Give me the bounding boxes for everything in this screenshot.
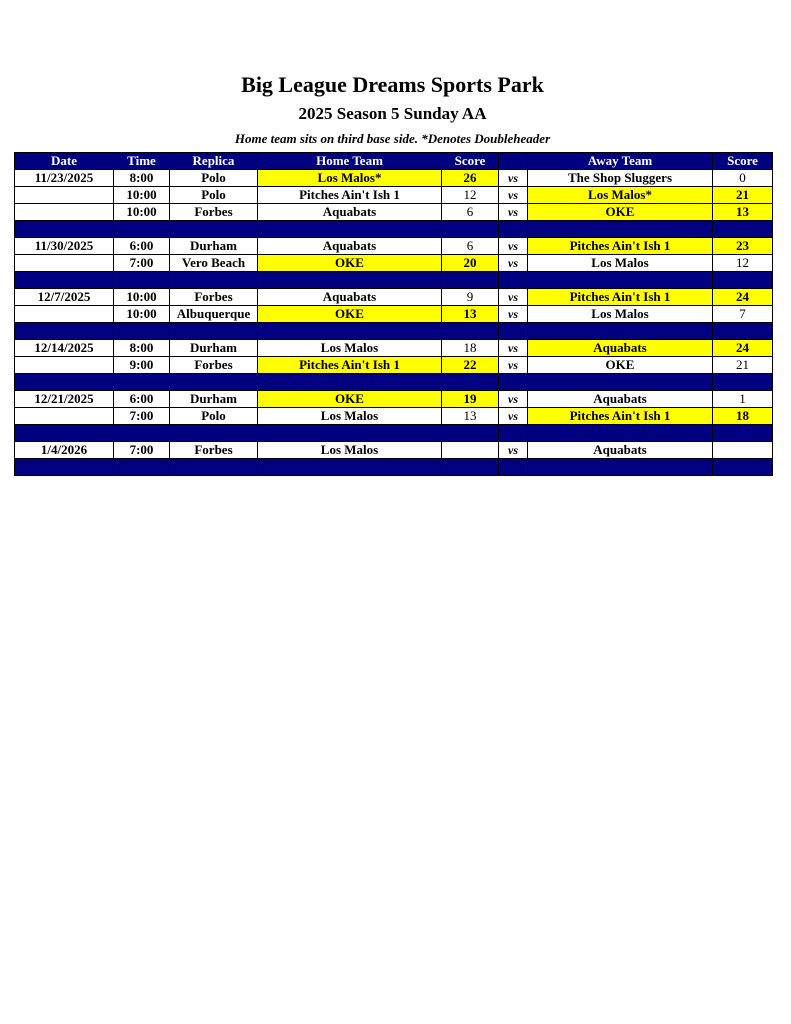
separator-cell <box>170 221 258 238</box>
separator-cell <box>499 425 528 442</box>
separator-cell <box>170 323 258 340</box>
replica-cell: Forbes <box>170 204 258 221</box>
header-row <box>15 153 773 170</box>
away-score-cell: 12 <box>713 255 773 272</box>
week-separator <box>15 459 773 476</box>
away-team-cell: Los Malos <box>528 306 713 323</box>
replica-cell: Durham <box>170 238 258 255</box>
separator-cell <box>442 272 499 289</box>
separator-cell <box>528 323 713 340</box>
col-home-team-header: Home Team <box>258 153 442 170</box>
vs-cell: vs <box>499 340 528 357</box>
separator-cell <box>15 459 114 476</box>
replica-cell: Forbes <box>170 442 258 459</box>
replica-cell: Durham <box>170 340 258 357</box>
home-score-cell: 19 <box>442 391 499 408</box>
home-team-cell: OKE <box>258 391 442 408</box>
time-cell: 7:00 <box>114 442 170 459</box>
game-row <box>15 340 773 357</box>
away-score-cell: 21 <box>713 187 773 204</box>
col-vs-header <box>499 153 528 170</box>
vs-cell: vs <box>499 408 528 425</box>
col-away-team-header: Away Team <box>528 153 713 170</box>
home-team-cell: Los Malos* <box>258 170 442 187</box>
home-team-cell: Pitches Ain't Ish 1 <box>258 187 442 204</box>
separator-cell <box>499 323 528 340</box>
home-team-cell: OKE <box>258 255 442 272</box>
home-team-cell: OKE <box>258 306 442 323</box>
page-subtitle: 2025 Season 5 Sunday AA <box>298 104 487 123</box>
time-cell: 9:00 <box>114 357 170 374</box>
game-row <box>15 289 773 306</box>
away-team-cell: OKE <box>528 357 713 374</box>
col-time-header: Time <box>114 153 170 170</box>
separator-cell <box>528 374 713 391</box>
game-row <box>15 357 773 374</box>
week-separator <box>15 374 773 391</box>
separator-cell <box>713 459 773 476</box>
vs-cell: vs <box>499 289 528 306</box>
time-cell: 10:00 <box>114 289 170 306</box>
separator-cell <box>713 425 773 442</box>
replica-cell: Forbes <box>170 289 258 306</box>
schedule-note: Home team sits on third base side. *Denotes Doubleheader <box>234 131 551 146</box>
date-cell: 12/14/2025 <box>15 340 114 357</box>
separator-cell <box>258 459 442 476</box>
home-score-cell: 22 <box>442 357 499 374</box>
separator-cell <box>713 374 773 391</box>
separator-cell <box>114 272 170 289</box>
date-cell <box>15 187 114 204</box>
replica-cell: Polo <box>170 187 258 204</box>
separator-cell <box>258 272 442 289</box>
vs-cell: vs <box>499 442 528 459</box>
vs-cell: vs <box>499 238 528 255</box>
away-team-cell: Pitches Ain't Ish 1 <box>528 408 713 425</box>
home-score-cell: 13 <box>442 408 499 425</box>
separator-cell <box>713 221 773 238</box>
date-cell: 12/7/2025 <box>15 289 114 306</box>
home-team-cell: Los Malos <box>258 408 442 425</box>
away-team-cell: Los Malos <box>528 255 713 272</box>
replica-cell: Vero Beach <box>170 255 258 272</box>
home-score-cell: 13 <box>442 306 499 323</box>
separator-cell <box>170 272 258 289</box>
away-team-cell: Aquabats <box>528 391 713 408</box>
separator-cell <box>442 374 499 391</box>
week-separator <box>15 323 773 340</box>
home-score-cell: 20 <box>442 255 499 272</box>
home-score-cell: 6 <box>442 238 499 255</box>
separator-cell <box>15 425 114 442</box>
time-cell: 10:00 <box>114 187 170 204</box>
away-team-cell: Pitches Ain't Ish 1 <box>528 289 713 306</box>
separator-cell <box>15 221 114 238</box>
vs-cell: vs <box>499 187 528 204</box>
week-separator <box>15 221 773 238</box>
date-cell: 12/21/2025 <box>15 391 114 408</box>
separator-cell <box>170 459 258 476</box>
separator-cell <box>499 459 528 476</box>
away-score-cell: 24 <box>713 340 773 357</box>
game-row <box>15 408 773 425</box>
home-team-cell: Aquabats <box>258 204 442 221</box>
time-cell: 7:00 <box>114 255 170 272</box>
game-row <box>15 187 773 204</box>
vs-cell: vs <box>499 204 528 221</box>
separator-cell <box>15 272 114 289</box>
separator-cell <box>114 425 170 442</box>
col-date-header: Date <box>15 153 114 170</box>
date-cell <box>15 255 114 272</box>
home-score-cell: 6 <box>442 204 499 221</box>
home-team-cell: Pitches Ain't Ish 1 <box>258 357 442 374</box>
game-row <box>15 170 773 187</box>
away-team-cell: Aquabats <box>528 340 713 357</box>
separator-cell <box>258 425 442 442</box>
separator-cell <box>114 374 170 391</box>
away-score-cell <box>713 442 773 459</box>
away-team-cell: Pitches Ain't Ish 1 <box>528 238 713 255</box>
separator-cell <box>114 221 170 238</box>
col-home-score-header: Score <box>442 153 499 170</box>
home-score-cell: 18 <box>442 340 499 357</box>
time-cell: 6:00 <box>114 238 170 255</box>
replica-cell: Polo <box>170 408 258 425</box>
week-separator <box>15 272 773 289</box>
separator-cell <box>442 425 499 442</box>
away-score-cell: 7 <box>713 306 773 323</box>
vs-cell: vs <box>499 357 528 374</box>
separator-cell <box>528 272 713 289</box>
col-away-score-header: Score <box>713 153 773 170</box>
separator-cell <box>713 272 773 289</box>
vs-cell: vs <box>499 306 528 323</box>
home-team-cell: Aquabats <box>258 289 442 306</box>
time-cell: 7:00 <box>114 408 170 425</box>
home-score-cell <box>442 442 499 459</box>
separator-cell <box>15 323 114 340</box>
game-row <box>15 238 773 255</box>
date-cell: 11/23/2025 <box>15 170 114 187</box>
time-cell: 10:00 <box>114 204 170 221</box>
date-cell <box>15 306 114 323</box>
separator-cell <box>170 374 258 391</box>
separator-cell <box>258 323 442 340</box>
date-cell <box>15 204 114 221</box>
replica-cell: Polo <box>170 170 258 187</box>
separator-cell <box>442 221 499 238</box>
away-team-cell: The Shop Sluggers <box>528 170 713 187</box>
away-score-cell: 21 <box>713 357 773 374</box>
away-score-cell: 0 <box>713 170 773 187</box>
col-replica-header: Replica <box>170 153 258 170</box>
separator-cell <box>114 459 170 476</box>
separator-cell <box>442 459 499 476</box>
away-score-cell: 18 <box>713 408 773 425</box>
away-score-cell: 23 <box>713 238 773 255</box>
away-score-cell: 13 <box>713 204 773 221</box>
separator-cell <box>528 425 713 442</box>
away-score-cell: 24 <box>713 289 773 306</box>
home-score-cell: 12 <box>442 187 499 204</box>
separator-cell <box>170 425 258 442</box>
separator-cell <box>114 323 170 340</box>
date-cell <box>15 408 114 425</box>
page-title: Big League Dreams Sports Park <box>241 72 544 97</box>
separator-cell <box>15 374 114 391</box>
separator-cell <box>499 221 528 238</box>
away-team-cell: Aquabats <box>528 442 713 459</box>
schedule-table <box>14 152 773 476</box>
time-cell: 8:00 <box>114 340 170 357</box>
home-team-cell: Los Malos <box>258 442 442 459</box>
game-row <box>15 391 773 408</box>
separator-cell <box>499 374 528 391</box>
away-score-cell: 1 <box>713 391 773 408</box>
away-team-cell: Los Malos* <box>528 187 713 204</box>
separator-cell <box>528 221 713 238</box>
time-cell: 6:00 <box>114 391 170 408</box>
away-team-cell: OKE <box>528 204 713 221</box>
replica-cell: Forbes <box>170 357 258 374</box>
date-cell <box>15 357 114 374</box>
home-score-cell: 9 <box>442 289 499 306</box>
replica-cell: Albuquerque <box>170 306 258 323</box>
date-cell: 1/4/2026 <box>15 442 114 459</box>
game-row <box>15 204 773 221</box>
game-row <box>15 442 773 459</box>
game-row <box>15 306 773 323</box>
vs-cell: vs <box>499 170 528 187</box>
separator-cell <box>499 272 528 289</box>
game-row <box>15 255 773 272</box>
separator-cell <box>528 459 713 476</box>
vs-cell: vs <box>499 391 528 408</box>
separator-cell <box>713 323 773 340</box>
separator-cell <box>258 221 442 238</box>
separator-cell <box>442 323 499 340</box>
replica-cell: Durham <box>170 391 258 408</box>
date-cell: 11/30/2025 <box>15 238 114 255</box>
time-cell: 10:00 <box>114 306 170 323</box>
time-cell: 8:00 <box>114 170 170 187</box>
home-score-cell: 26 <box>442 170 499 187</box>
schedule-body <box>15 170 773 476</box>
home-team-cell: Los Malos <box>258 340 442 357</box>
home-team-cell: Aquabats <box>258 238 442 255</box>
vs-cell: vs <box>499 255 528 272</box>
week-separator <box>15 425 773 442</box>
separator-cell <box>258 374 442 391</box>
